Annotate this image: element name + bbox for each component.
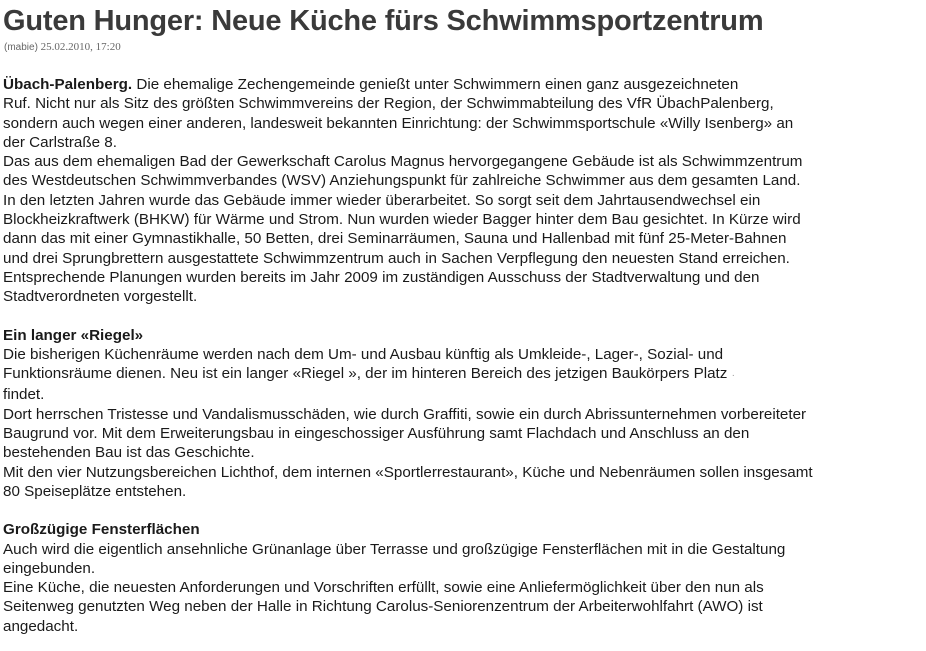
text-line: dann das mit einer Gymnastikhalle, 50 Betten, drei Seminarräumen, Sauna und Hallenbad mit fünf 25-Meter-Bahnen — [3, 230, 787, 248]
section-heading: Ein langer «Riegel» — [3, 326, 144, 344]
text-line: Die bisherigen Küchenräume werden nach dem Um- und Ausbau künftig als Umkleide-, Lager-, Sozial- und — [3, 345, 724, 363]
text-segment: Die ehemalige Zechengemeinde genießt unter Schwimmern einen ganz ausgezeichneten — [136, 76, 739, 93]
article-lead — [3, 75, 921, 307]
section-fensterflaechen — [3, 520, 921, 636]
text-line: angedacht. — [3, 617, 79, 635]
text-line: Mit den vier Nutzungsbereichen Lichthof, dem internen «Sportlerrestaurant», Küche und Nebenräumen sollen insgesamt — [3, 463, 813, 481]
article-title: Guten Hunger: Neue Küche fürs Schwimmsportzentrum — [3, 5, 764, 37]
text-line: sondern auch wegen einer anderen, landesweit bekannten Einrichtung: der Schwimmsportschule «Willy Isenberg» an — [3, 114, 794, 132]
text-line: eingebunden. — [3, 559, 96, 577]
text-line: Dort herrschen Tristesse und Vandalismusschäden, wie durch Graffiti, sowie ein durch Abrissunternehmen vorbereiteter — [3, 405, 807, 423]
text-line: findet. — [3, 386, 45, 404]
text-line: Auch wird die eigentlich ansehnliche Grünanlage über Terrasse und großzügige Fensterflächen mit in die Gestaltung — [3, 540, 786, 558]
text-line: Eine Küche, die neuesten Anforderungen und Vorschriften erfüllt, sowie eine Anliefermöglichkeit über den nun als — [3, 579, 764, 597]
text-line: Entsprechende Planungen wurden bereits im Jahr 2009 im zuständigen Ausschuss der Stadtverwaltung und den — [3, 268, 760, 286]
text-line: Baugrund vor. Mit dem Erweiterungsbau in eingeschossiger Ausführung samt Flachdach und Anschluss an den — [3, 425, 750, 443]
text-line: Stadtverordneten vorgestellt. — [3, 288, 198, 306]
text-line — [3, 75, 921, 94]
text-line: Seitenweg genutzten Weg neben der Halle in Richtung Carolus-Seniorenzentrum der Arbeiterwohlfahrt (AWO) ist — [3, 598, 763, 616]
article-author: (mabie) — [4, 42, 38, 53]
text-line: des Westdeutschen Schwimmverbandes (WSV) Anziehungspunkt für zahlreiche Schwimmer aus dem gesamten Land. — [3, 172, 801, 190]
text-line: Blockheizkraftwerk (BHKW) für Wärme und Strom. Nun wurden wieder Bagger hinter dem Bau gesichtet. In Kürze wird — [3, 211, 801, 229]
text-line: bestehenden Bau ist das Geschichte. — [3, 444, 255, 462]
dateline-location: Übach-Palenberg. — [3, 76, 133, 93]
article-meta — [4, 40, 921, 55]
text-line: der Carlstraße 8. — [3, 133, 117, 151]
text-line: 80 Speiseplätze entstehen. — [3, 482, 187, 500]
text-line: In den letzten Jahren wurde das Gebäude immer wieder überarbeitet. So sorgt seit dem Jahrtausendwechsel ein — [3, 191, 761, 209]
article-date: 25.02.2010, 17:20 — [40, 41, 121, 53]
stray-mark: · — [731, 370, 735, 382]
section-heading: Großzügige Fensterflächen — [3, 521, 200, 539]
article — [3, 4, 921, 636]
text-line: und drei Sprungbrettern ausgestattete Schwimmzentrum auch in Sachen Verpflegung den neuesten Stand erreichen. — [3, 249, 790, 267]
text-segment: Funktionsräume dienen. Neu ist ein langer «Riegel », der im hinteren Bereich des jetzigen Baukörpers Platz — [3, 365, 728, 383]
section-riegel — [3, 326, 921, 502]
text-line — [3, 364, 921, 385]
text-line: Das aus dem ehemaligen Bad der Gewerkschaft Carolus Magnus hervorgegangene Gebäude ist als Schwimmzentrum — [3, 153, 803, 171]
text-line: Ruf. Nicht nur als Sitz des größten Schwimmvereins der Region, der Schwimmabteilung des VfR ÜbachPalenberg, — [3, 95, 774, 113]
